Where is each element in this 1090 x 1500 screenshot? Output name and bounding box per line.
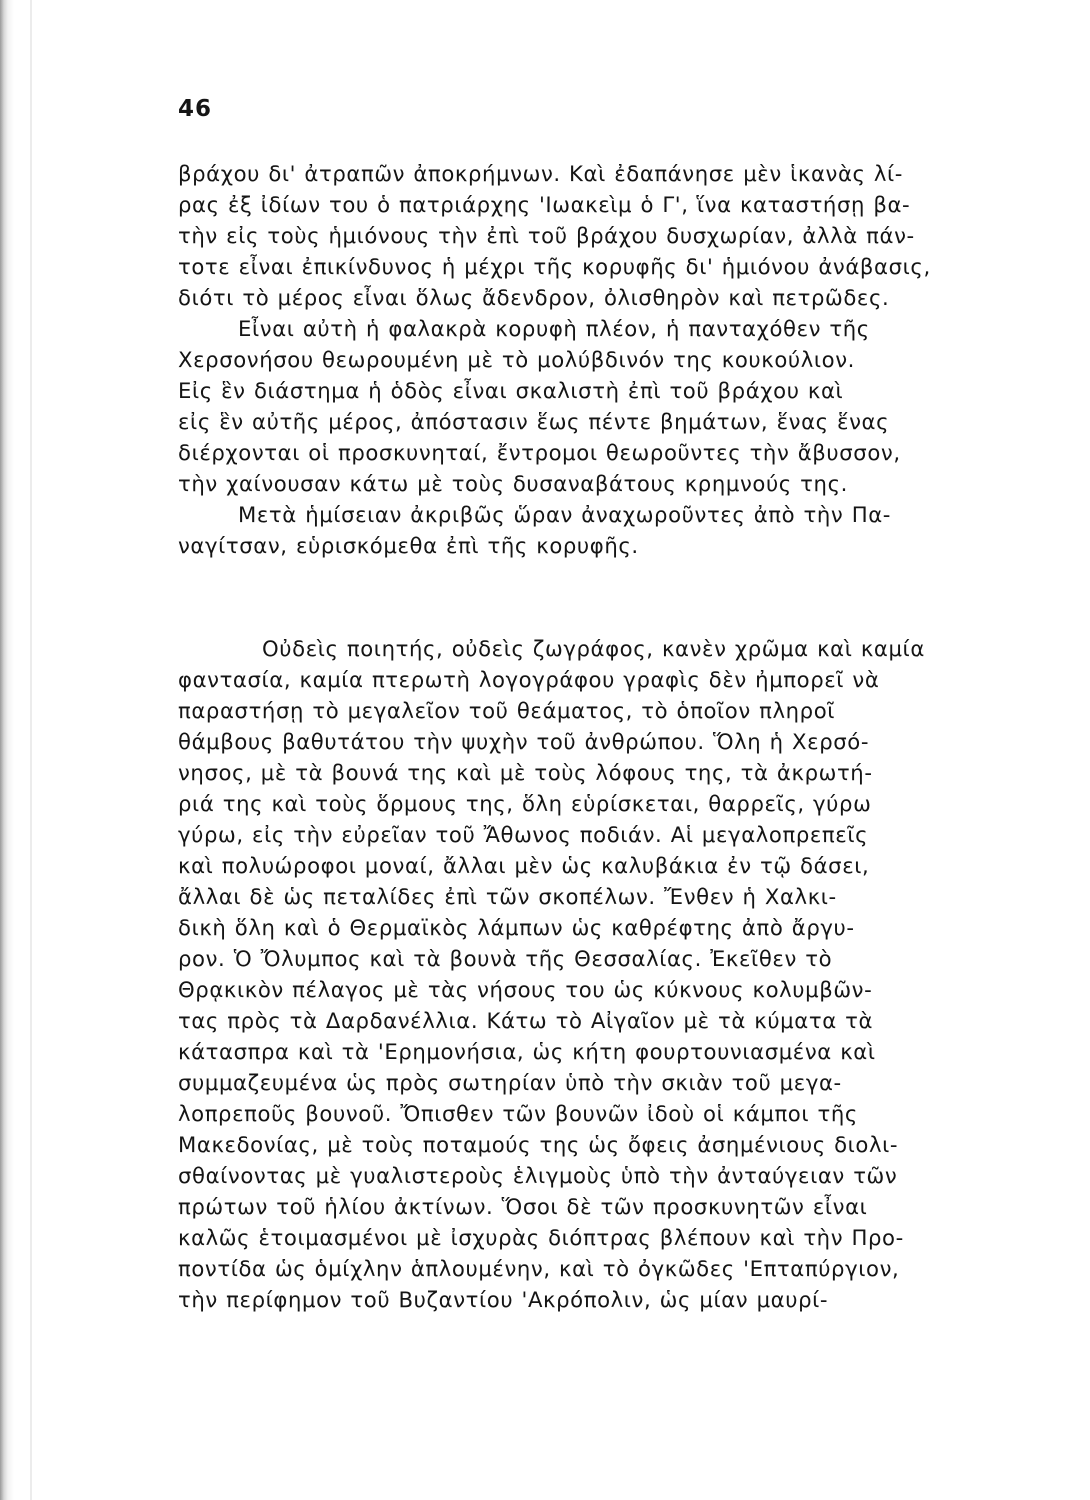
text-line: κάτασπρα καὶ τὰ 'Ερημονήσια, ὡς κήτη φουρτουνιασμένα καὶ [178, 1039, 876, 1064]
text-line: τας πρὸς τὰ Δαρδανέλλια. Κάτω τὸ Αἰγαῖον μὲ τὰ κύματα τὰ [178, 1008, 874, 1033]
text-line: ποντίδα ὡς ὁμίχλην ἁπλουμένην, καὶ τὸ ὀγκῶδες 'Επταπύργιον, [178, 1256, 900, 1281]
page-binding-edge [0, 0, 14, 1500]
text-line: Χερσονήσου θεωρουμένη μὲ τὸ μολύβδινόν της κουκούλιον. [178, 347, 856, 372]
text-line: ρον. Ὁ Ὄλυμπος καὶ τὰ βουνὰ τῆς Θεσσαλίας. Ἐκεῖθεν τὸ [178, 946, 833, 971]
text-line: Εἰς ἓν διάστημα ἡ ὁδὸς εἶναι σκαλιστὴ ἐπὶ τοῦ βράχου καὶ [178, 378, 844, 403]
text-line: νησος, μὲ τὰ βουνά της καὶ μὲ τοὺς λόφους της, τὰ ἀκρωτή- [178, 760, 873, 785]
text-line: σθαίνοντας μὲ γυαλιστεροὺς ἑλιγμοὺς ὑπὸ τὴν ἀνταύγειαν τῶν [178, 1163, 898, 1188]
text-line: ναγίτσαν, εὑρισκόμεθα ἐπὶ τῆς κορυφῆς. [178, 533, 639, 558]
text-line: τὴν εἰς τοὺς ἡμιόνους τὴν ἐπὶ τοῦ βράχου δυσχωρίαν, ἀλλὰ πάν- [178, 223, 915, 248]
text-line: διότι τὸ μέρος εἶναι ὅλως ἄδενδρον, ὀλισθηρὸν καὶ πετρῶδες. [178, 285, 890, 310]
text-line: καλῶς ἑτοιμασμένοι μὲ ἰσχυρὰς διόπτρας βλέπουν καὶ τὴν Προ- [178, 1225, 904, 1250]
text-line: ρας ἐξ ἰδίων του ὁ πατριάρχης 'Ιωακεὶμ ὁ Γ', ἵνα καταστήσῃ βα- [178, 192, 911, 217]
text-line: βράχου δι' ἀτραπῶν ἀποκρήμνων. Καὶ ἐδαπάνησε μὲν ἱκανὰς λί- [178, 161, 904, 186]
text-line: γύρω, εἰς τὴν εὐρεῖαν τοῦ Ἄθωνος ποδιάν. Αἱ μεγαλοπρεπεῖς [178, 822, 869, 847]
text-line: δικὴ ὅλη καὶ ὁ Θερμαϊκὸς λάμπων ὡς καθρέφτης ἀπὸ ἄργυ- [178, 915, 855, 940]
text-line: θάμβους βαθυτάτου τὴν ψυχὴν τοῦ ἀνθρώπου. Ὅλη ἡ Χερσό- [178, 729, 870, 754]
text-line: διέρχονται οἱ προσκυνηταί, ἔντρομοι θεωροῦντες τὴν ἄβυσσον, [178, 440, 901, 465]
text-line: πρώτων τοῦ ἡλίου ἀκτίνων. Ὅσοι δὲ τῶν προσκυνητῶν εἶναι [178, 1194, 868, 1219]
text-line: παραστήσῃ τὸ μεγαλεῖον τοῦ θεάματος, τὸ ὁποῖον πληροῖ [178, 698, 836, 723]
paragraph-2 [178, 633, 1010, 1315]
text-line: Οὐδεὶς ποιητής, οὐδεὶς ζωγράφος, κανὲν χρῶμα καὶ καμία [262, 636, 925, 661]
text-line: ριά της καὶ τοὺς ὅρμους της, ὅλη εὑρίσκεται, θαρρεῖς, γύρω [178, 791, 872, 816]
paragraph-1 [178, 158, 1010, 561]
page-number: 46 [178, 96, 213, 122]
text-line: Θρᾳκικὸν πέλαγος μὲ τὰς νήσους του ὡς κύκνους κολυμβῶν- [178, 977, 873, 1002]
text-line: Μακεδονίας, μὲ τοὺς ποταμούς της ὡς ὄφεις ἀσημένιους διολι- [178, 1132, 899, 1157]
text-line: τοτε εἶναι ἐπικίνδυνος ἡ μέχρι τῆς κορυφῆς δι' ἡμιόνου ἀνάβασις, [178, 254, 931, 279]
text-line: Μετὰ ἡμίσειαν ἀκριβῶς ὥραν ἀναχωροῦντες ἀπὸ τὴν Πα- [238, 502, 892, 527]
text-line: εἰς ἓν αὐτῆς μέρος, ἀπόστασιν ἕως πέντε βημάτων, ἕνας ἕνας [178, 409, 890, 434]
text-line: καὶ πολυώροφοι μοναί, ἄλλαι μὲν ὡς καλυβάκια ἐν τῷ δάσει, [178, 853, 870, 878]
text-line: τὴν χαίνουσαν κάτω μὲ τοὺς δυσαναβάτους κρημνούς της. [178, 471, 848, 496]
text-line: φαντασία, καμία πτερωτὴ λογογράφου γραφὶς δὲν ἠμπορεῖ νὰ [178, 667, 880, 692]
text-line: συμμαζευμένα ὡς πρὸς σωτηρίαν ὑπὸ τὴν σκιὰν τοῦ μεγα- [178, 1070, 842, 1095]
text-line: ἄλλαι δὲ ὡς πεταλίδες ἐπὶ τῶν σκοπέλων. Ἔνθεν ἡ Χαλκι- [178, 884, 837, 909]
text-line: λοπρεποῦς βουνοῦ. Ὄπισθεν τῶν βουνῶν ἰδοὺ οἱ κάμποι τῆς [178, 1101, 858, 1126]
text-line: τὴν περίφημον τοῦ Βυζαντίου 'Ακρόπολιν, ὡς μίαν μαυρί- [178, 1287, 829, 1312]
text-line: Εἶναι αὐτὴ ἡ φαλακρὰ κορυφὴ πλέον, ἡ πανταχόθεν τῆς [238, 316, 870, 341]
